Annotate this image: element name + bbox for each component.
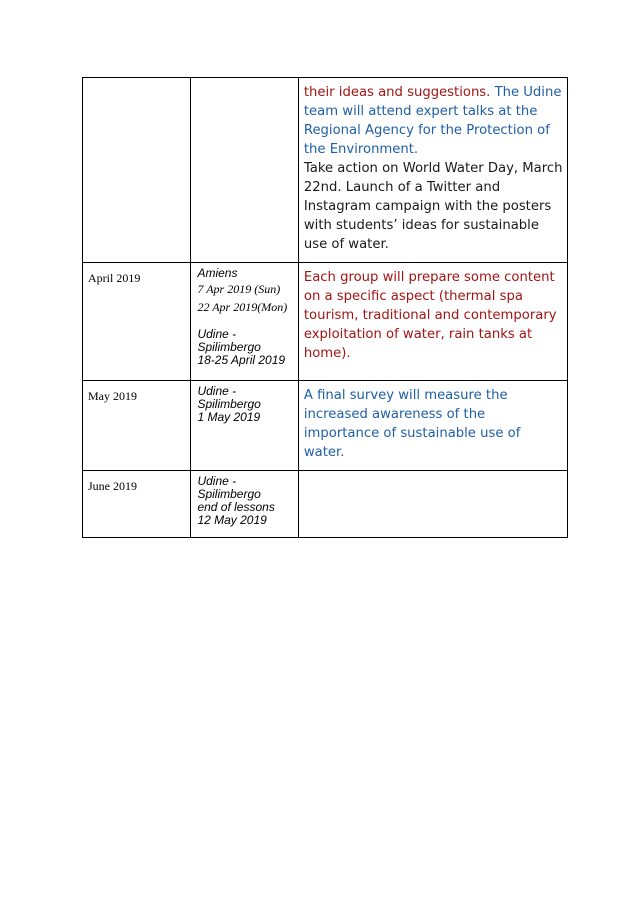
month-label: June 2019 [88, 479, 137, 493]
month-cell [83, 263, 191, 381]
location-line: 7 Apr 2019 (Sun) [197, 282, 281, 296]
month-label: April 2019 [88, 271, 141, 285]
location-line: Spilimbergo [197, 397, 261, 411]
table-row [83, 263, 568, 381]
location-line: 12 May 2019 [197, 513, 267, 527]
location-line: Spilimbergo [197, 487, 261, 501]
description-text: Each group will prepare some content on a specific aspect (thermal spa tourism, traditional and contemporary exploitation of water, rain tanks at home). [303, 270, 557, 361]
location-cell [191, 263, 298, 381]
description-cell [298, 381, 567, 471]
month-label [83, 78, 190, 86]
description-text: The Udine team will attend expert talks at the Regional Agency for the Protection of the Environment. [303, 85, 562, 157]
location-cell [191, 381, 298, 471]
description-cell [298, 78, 567, 263]
location-line: 22 Apr 2019(Mon) [197, 300, 288, 314]
description-text: Take action on World Water Day, March 22nd. Launch of a Twitter and Instagram campaign with the posters with students’ ideas for sustainable use of water. [303, 161, 563, 252]
month-cell [83, 471, 191, 538]
description-text: their ideas and suggestions. [303, 85, 495, 100]
schedule-table [82, 77, 568, 538]
schedule-table-body [83, 78, 568, 538]
location-line: Amiens [197, 266, 238, 280]
description-cell [298, 471, 567, 538]
location-line: 18-25 April 2019 [197, 353, 286, 367]
location-line: end of lessons [197, 500, 275, 514]
location-cell [191, 471, 298, 538]
description-text: A final survey will measure the increased awareness of the importance of sustainable use of water. [303, 388, 521, 460]
month-label: May 2019 [88, 389, 137, 403]
location-cell [191, 78, 298, 263]
table-row [83, 381, 568, 471]
location-line: Udine - [197, 474, 237, 488]
table-row [83, 78, 568, 263]
description-cell [298, 263, 567, 381]
location-line: Udine - [197, 384, 237, 398]
location-line: Udine - [197, 327, 237, 341]
month-cell [83, 381, 191, 471]
location-line: Spilimbergo [197, 340, 261, 354]
table-row [83, 471, 568, 538]
location-line: 1 May 2019 [197, 410, 261, 424]
month-cell [83, 78, 191, 263]
